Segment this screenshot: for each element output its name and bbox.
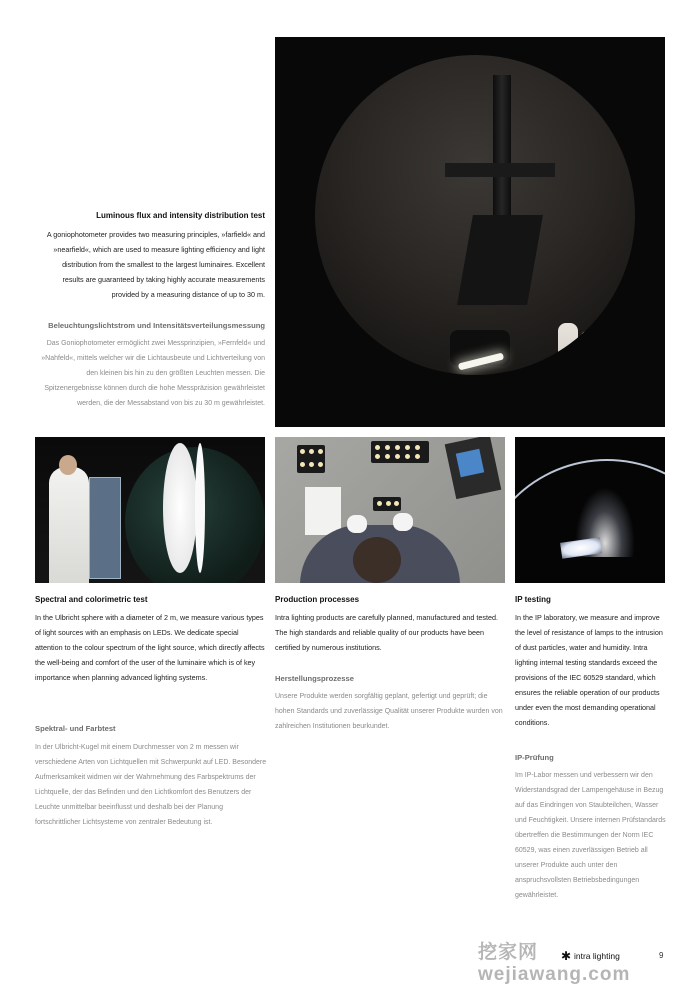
spectral-text-de: In der Ulbricht-Kugel mit einem Durchmesser von 2 m messen wir verschiedene Arten von Lichtquellen mit Schwerpunkt auf LED. Besondere Aufmerksamkeit widmen wir der Wahrnehmung des Farbspektrums der Lichtquelle, der das Befinden und den Lichtkomfort des Benutzers der Leuchte unmittelbar beeinflusst und deshalb bei der Planung fortschrittlicher Lichtsysteme von zentraler Bedeutung ist. bbox=[35, 744, 267, 826]
production-heading-de: Herstellungsprozesse bbox=[275, 674, 354, 683]
intro-text-de: Das Goniophotometer ermöglicht zwei Messprinzipien, »Fernfeld« und »Nahfeld«, mittels welcher wir die Lichtausbeute und Lichtverteilung von den kleinen bis hin zu den größten Leuchten messen. Die Spitzenergebnisse können durch die hohe Messpräzision gewährleistet werden, die der Messabstand von bis zu 30 m gewährleistet. bbox=[41, 340, 265, 407]
ip-testing-photo bbox=[515, 437, 665, 583]
watermark: 挖家网 wejiawang.com bbox=[478, 942, 631, 985]
spectral-heading-en: Spectral and colorimetric test bbox=[35, 595, 148, 604]
ip-heading-en: IP testing bbox=[515, 595, 551, 604]
production-heading-en: Production processes bbox=[275, 595, 360, 604]
production-text-de: Unsere Produkte werden sorgfältig geplant, gefertigt und geprüft; die hohen Standards und zuverlässige Qualität unserer Produkte wurden von zahlreichen Institutionen beurkundet. bbox=[275, 693, 503, 730]
goniophotometer-lab-image bbox=[315, 55, 635, 375]
intro-heading-en: Luminous flux and intensity distribution test bbox=[96, 211, 265, 220]
intro-text-en: A goniophotometer provides two measuring principles, »farfield« and »nearfield«, which are used to measure lighting efficiency and light distribution from the smallest to the largest luminaires. Excellent results are guaranteed by taking highly accurate measurements provided by a measuring distance of up to 30 m. bbox=[46, 230, 265, 299]
brand-star-icon: ✱ bbox=[561, 949, 572, 963]
goniophotometer-photo bbox=[275, 37, 665, 427]
spectral-heading-de: Spektral- und Farbtest bbox=[35, 724, 116, 733]
ip-text-de: Im IP-Labor messen und verbessern wir den Widerstandsgrad der Lampengehäuse in Bezug auf das Eindringen von Staubteilchen, Wasser und Feuchtigkeit. Unsere internen Prüfstandards übertreffen die Bestimmungen der Norm IEC 60529, was einen zuverlässigen Betrieb all unserer Produkte auch unter den anspruchsvollsten Betriebsbedingungen gewährleistet. bbox=[515, 772, 666, 899]
intro-heading-de: Beleuchtungslichtstrom und Intensitätsverteilungsmessung bbox=[48, 321, 265, 330]
ulbricht-sphere-photo bbox=[35, 437, 265, 583]
ip-text-en: In the IP laboratory, we measure and improve the level of resistance of lamps to the intrusion of dust particles, water and humidity. Intra lighting internal testing standards exceed the provisions of the IEC 60529 standard, which ensures the reliable operation of our products under even the most demanding operational conditions. bbox=[515, 613, 663, 727]
production-photo bbox=[275, 437, 505, 583]
ip-heading-de: IP-Prüfung bbox=[515, 753, 554, 762]
footer-brand: intra lighting bbox=[574, 951, 620, 961]
spectral-text-en: In the Ulbricht sphere with a diameter of 2 m, we measure various types of light sources with an emphasis on LEDs. We dedicate special attention to the colour spectrum of the light source, which directly affects the well-being and comfort of the user of the luminaire which is of key importance when planning advanced lighting systems. bbox=[35, 613, 265, 682]
production-text-en: Intra lighting products are carefully planned, manufactured and tested. The high standards and reliable quality of our products have been certified by numerous institutions. bbox=[275, 613, 498, 652]
page-number: 9 bbox=[659, 951, 664, 960]
